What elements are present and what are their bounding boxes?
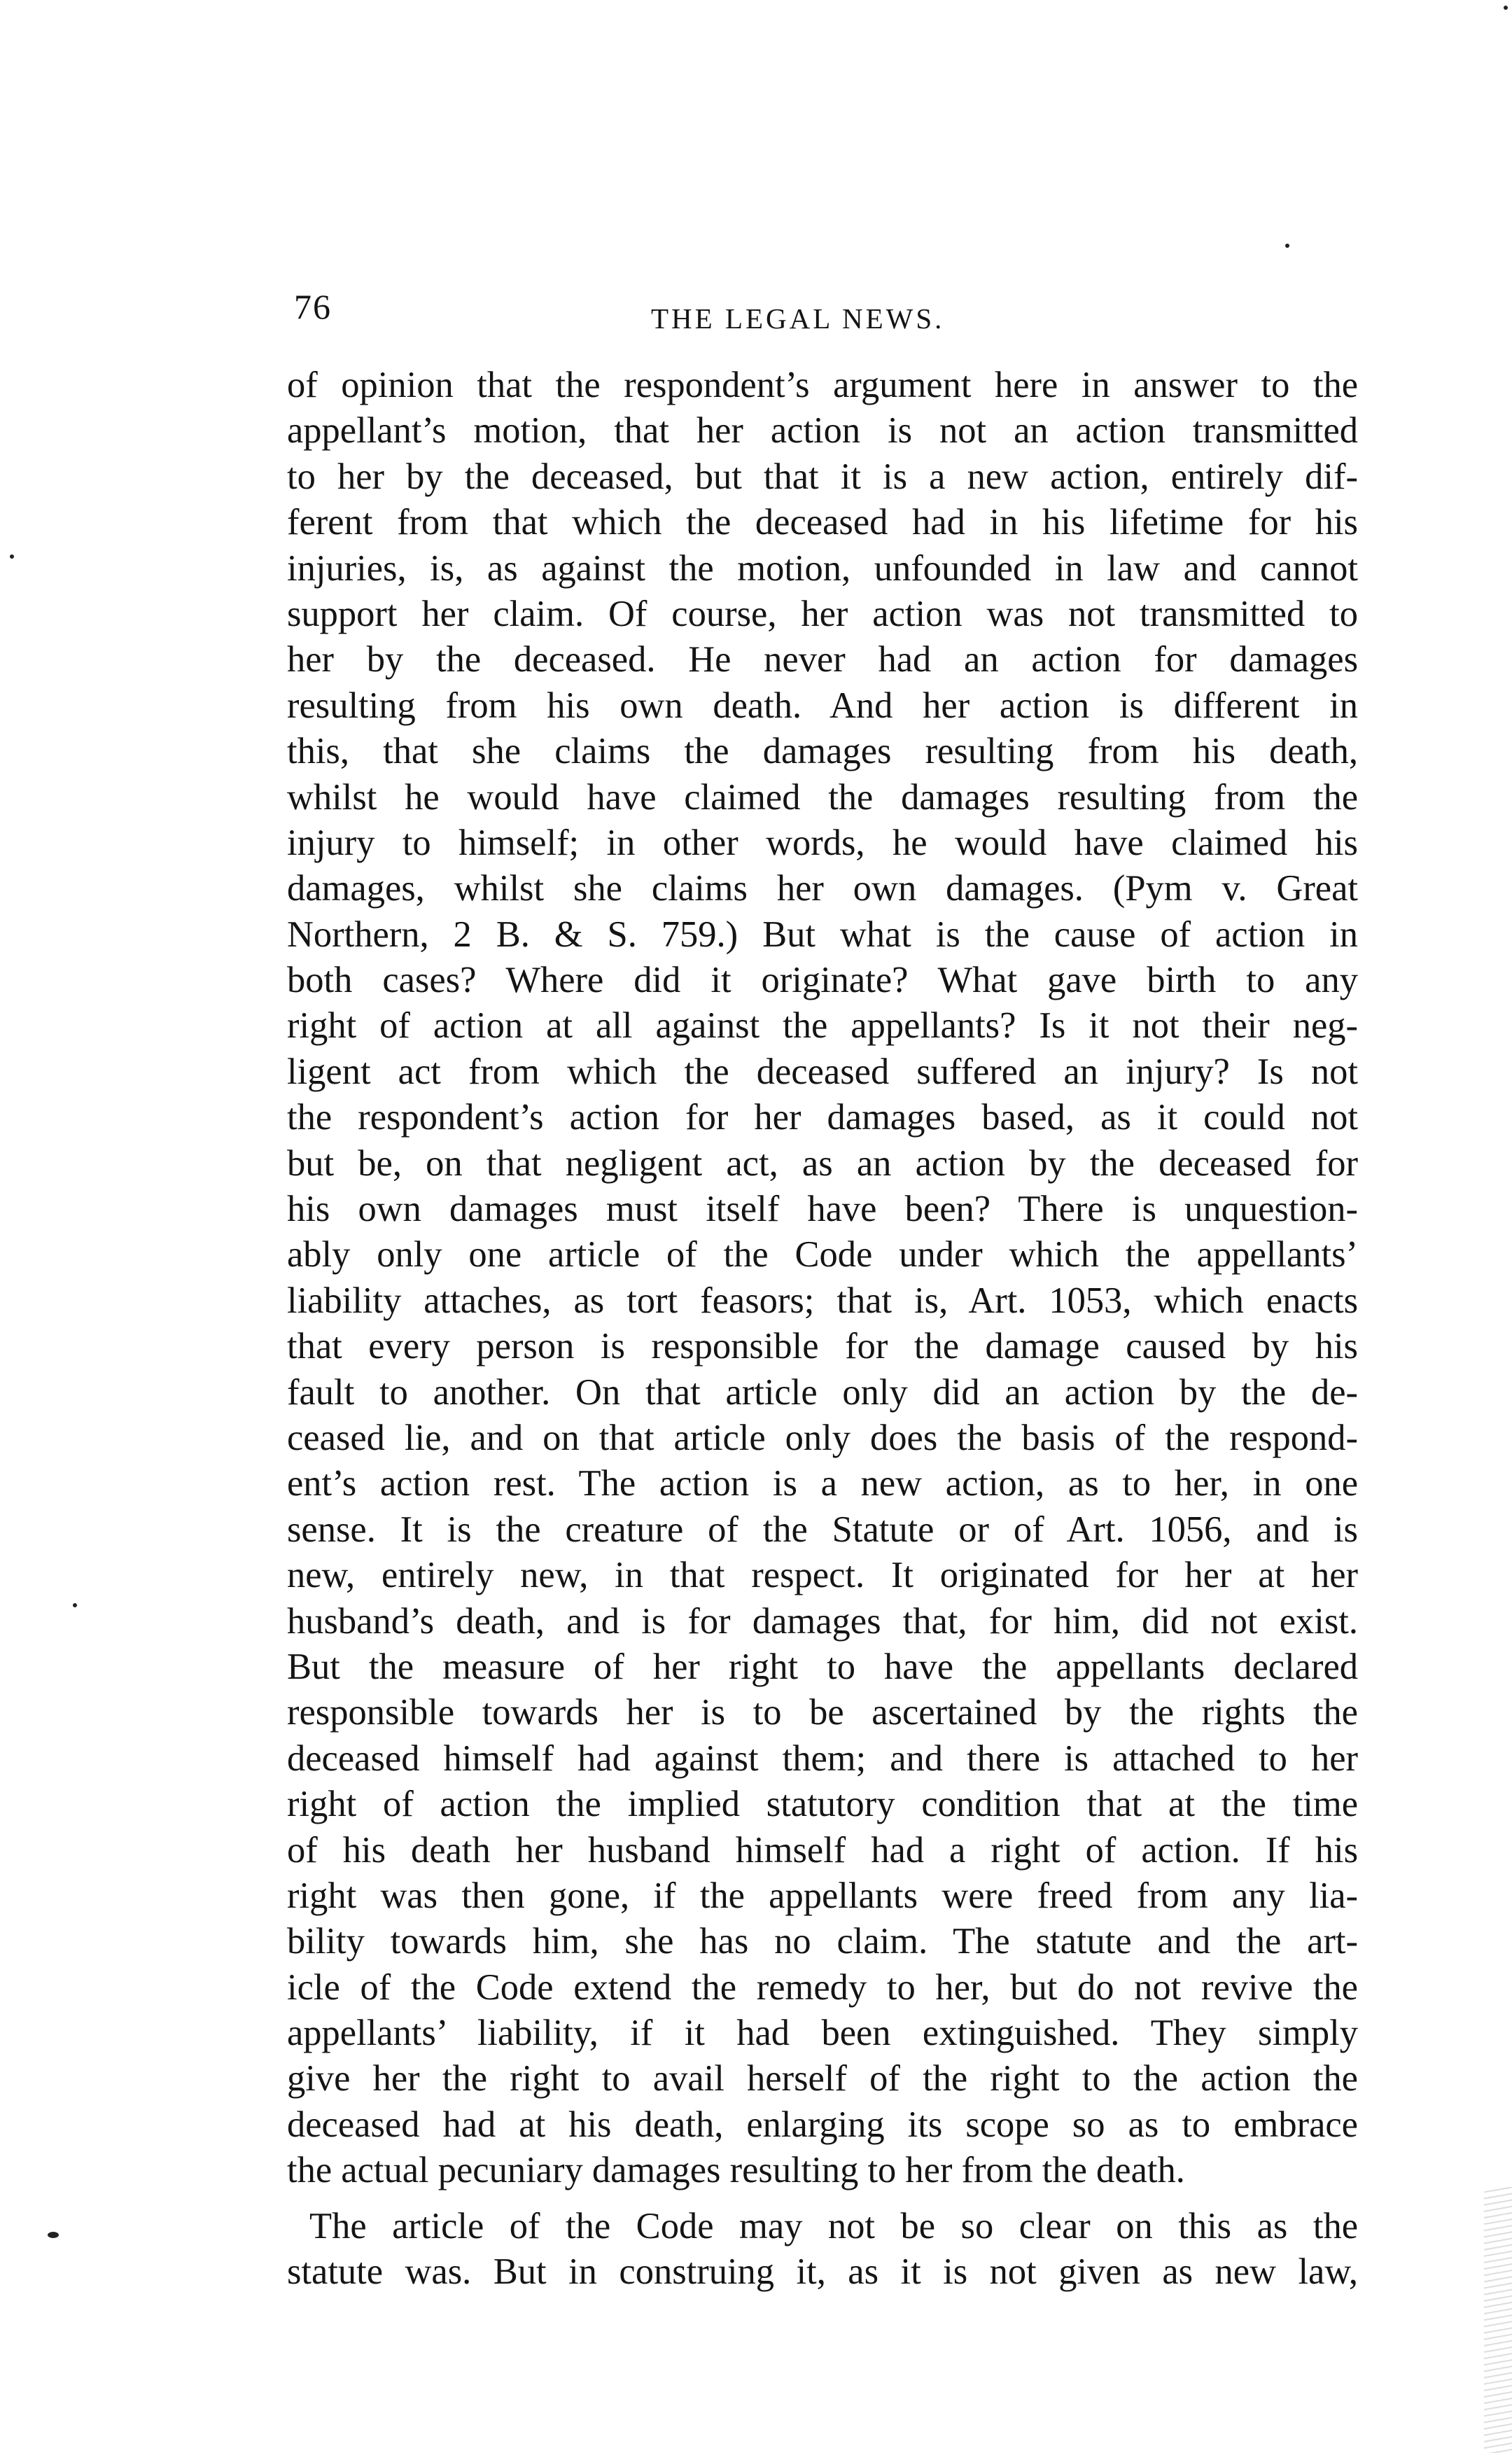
page-header — [294, 279, 1358, 335]
text-line: Northern, 2 B. & S. 759.) But what is the cause of action in — [287, 914, 1358, 955]
text-line: of opinion that the respondent’s argument here in answer to the — [287, 365, 1358, 405]
running-head: THE LEGAL NEWS. — [651, 302, 945, 335]
text-line: damages, whilst she claims her own damages. (Pym v. Great — [287, 868, 1358, 909]
text-line: the actual pecuniary damages resulting to her from the death. — [287, 2150, 1185, 2191]
scan-speck — [1504, 6, 1508, 10]
text-line: the respondent’s action for her damages based, as it could not — [287, 1097, 1358, 1138]
text-line: this, that she claims the damages resulting from his death, — [287, 731, 1358, 772]
text-line: support her claim. Of course, her action was not transmitted to — [287, 593, 1358, 634]
text-line: injury to himself; in other words, he would have claimed his — [287, 822, 1358, 863]
text-line: husband’s death, and is for damages that, for him, did not exist. — [287, 1600, 1358, 1642]
text-line: ent’s action rest. The action is a new action, as to her, in one — [287, 1463, 1358, 1504]
page-number: 76 — [294, 287, 332, 326]
text-line: give her the right to avail herself of the right to the action the — [287, 2058, 1358, 2099]
text-line: but be, on that negligent act, as an action by the deceased for — [287, 1142, 1358, 1184]
text-line: ligent act from which the deceased suffered an injury? Is not — [287, 1051, 1358, 1092]
text-line: both cases? Where did it originate? What gave birth to any — [287, 960, 1358, 1001]
text-line: his own damages must itself have been? There is unquestion- — [287, 1189, 1358, 1230]
text-line: The article of the Code may not be so clear on this as the — [309, 2205, 1358, 2246]
text-line: liability attaches, as tort feasors; that is, Art. 1053, which enacts — [287, 1280, 1358, 1321]
text-line: deceased himself had against them; and there is attached to her — [287, 1738, 1358, 1779]
text-line: appellant’s motion, that her action is not an action transmitted — [287, 410, 1358, 452]
scan-speck — [48, 2232, 59, 2238]
text-line: bility towards him, she has no claim. The statute and the art- — [287, 1921, 1358, 1962]
text-line: of his death her husband himself had a right of action. If his — [287, 1829, 1358, 1871]
text-line: deceased had at his death, enlarging its scope so as to embrace — [287, 2104, 1358, 2145]
paragraph-gap — [287, 2194, 1358, 2204]
text-line: ferent from that which the deceased had in his lifetime for his — [287, 502, 1358, 543]
text-line: her by the deceased. He never had an action for damages — [287, 639, 1358, 680]
text-line: icle of the Code extend the remedy to her, but do not revive the — [287, 1966, 1358, 2008]
text-line: resulting from his own death. And her action is different in — [287, 685, 1358, 726]
text-line: that every person is responsible for the damage caused by his — [287, 1326, 1358, 1367]
scan-speck — [10, 554, 14, 559]
text-line: ceased lie, and on that article only does the basis of the respond- — [287, 1417, 1358, 1458]
text-line: But the measure of her right to have the appellants declared — [287, 1646, 1358, 1687]
scan-speck — [1285, 244, 1289, 248]
text-line: right of action the implied statutory condition that at the time — [287, 1784, 1358, 1825]
body-text — [287, 363, 1358, 2295]
paragraph-2 — [287, 2204, 1358, 2295]
scan-speck — [73, 1603, 77, 1607]
text-line: injuries, is, as against the motion, unfounded in law and cannot — [287, 547, 1358, 589]
text-line: appellants’ liability, if it had been extinguished. They simply — [287, 2013, 1358, 2054]
text-line: fault to another. On that article only did an action by the de- — [287, 1371, 1358, 1413]
scan-edge-noise — [1484, 2187, 1512, 2453]
text-line: right was then gone, if the appellants were freed from any lia- — [287, 1875, 1358, 1916]
paragraph-1 — [287, 363, 1358, 2194]
text-line: to her by the deceased, but that it is a new action, entirely dif- — [287, 456, 1358, 497]
text-line: sense. It is the creature of the Statute or of Art. 1056, and is — [287, 1509, 1358, 1550]
text-line: right of action at all against the appellants? Is it not their neg- — [287, 1005, 1358, 1047]
text-line: responsible towards her is to be ascertained by the rights the — [287, 1692, 1358, 1733]
text-line: ably only one article of the Code under which the appellants’ — [287, 1234, 1358, 1276]
text-line: whilst he would have claimed the damages resulting from the — [287, 776, 1358, 818]
text-line: statute was. But in construing it, as it is not given as new law, — [287, 2251, 1358, 2293]
text-line: new, entirely new, in that respect. It originated for her at her — [287, 1555, 1358, 1596]
